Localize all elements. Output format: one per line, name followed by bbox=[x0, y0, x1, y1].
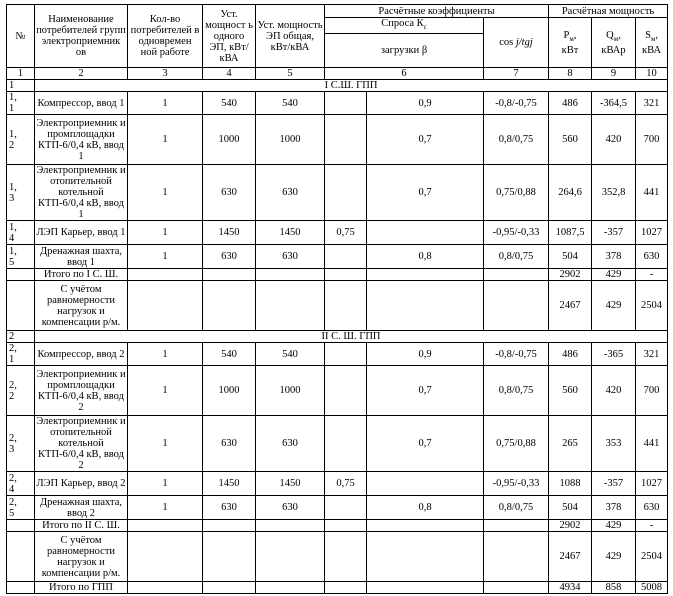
beta-cell: 0,8 bbox=[367, 245, 484, 269]
header-unit-power: Уст. мощност ь одного ЭП, кВт/кВА bbox=[203, 5, 256, 68]
consumer-name: Электроприемник и промплощадки КТП-6/0,4 кВ, ввод 1 bbox=[35, 115, 128, 165]
consumer-name: ЛЭП Карьер, ввод 1 bbox=[35, 221, 128, 245]
empty-cell bbox=[203, 582, 256, 594]
empty-cell bbox=[7, 532, 35, 582]
empty-cell bbox=[256, 281, 325, 331]
q-cell: 420 bbox=[592, 366, 636, 416]
count-cell: 1 bbox=[128, 92, 203, 115]
consumer-name: ЛЭП Карьер, ввод 2 bbox=[35, 472, 128, 496]
empty-cell bbox=[325, 582, 367, 594]
cos-cell: -0,8/-0,75 bbox=[484, 92, 549, 115]
section-title: I С.Ш. ГПП bbox=[35, 80, 668, 92]
header-row-top bbox=[7, 5, 668, 18]
header-cos: cos j/tgj bbox=[484, 18, 549, 68]
empty-cell bbox=[128, 281, 203, 331]
empty-cell bbox=[325, 281, 367, 331]
cos-cell: 0,75/0,88 bbox=[484, 416, 549, 472]
total-power-cell: 630 bbox=[256, 416, 325, 472]
empty-cell bbox=[256, 520, 325, 532]
empty-cell bbox=[325, 520, 367, 532]
empty-cell bbox=[325, 532, 367, 582]
cos-cell: 0,8/0,75 bbox=[484, 496, 549, 520]
consumer-name: Электроприемник и отопительной котельной КТП-6/0,4 кВ, ввод 2 bbox=[36, 416, 126, 472]
empty-cell bbox=[325, 269, 367, 281]
p-cell: 486 bbox=[549, 92, 592, 115]
grand-total-label: Итого по ГПП bbox=[35, 582, 128, 594]
kc-cell: 0,75 bbox=[325, 221, 367, 245]
empty-cell bbox=[128, 269, 203, 281]
p-cell: 486 bbox=[549, 343, 592, 366]
total-power-cell: 1450 bbox=[256, 472, 325, 496]
empty-cell bbox=[256, 532, 325, 582]
empty-cell bbox=[128, 520, 203, 532]
section-row bbox=[7, 80, 668, 92]
section-number: 1 bbox=[7, 80, 35, 92]
table-row bbox=[7, 366, 668, 416]
index-cell: 6 bbox=[325, 68, 484, 80]
count-cell: 1 bbox=[128, 343, 203, 366]
unit-power-cell: 630 bbox=[203, 245, 256, 269]
empty-cell bbox=[203, 532, 256, 582]
beta-cell: 0,7 bbox=[367, 115, 484, 165]
cos-cell: 0,8/0,75 bbox=[484, 245, 549, 269]
row-number: 1, 3 bbox=[7, 165, 35, 221]
total-power-cell: 630 bbox=[256, 496, 325, 520]
beta-cell: 0,7 bbox=[367, 366, 484, 416]
index-cell: 1 bbox=[7, 68, 35, 80]
s-cell: 321 bbox=[636, 92, 668, 115]
header-q: $Q_м$, кВАр bbox=[592, 18, 636, 68]
index-cell: 4 bbox=[203, 68, 256, 80]
q-cell: 378 bbox=[592, 496, 636, 520]
p-cell: 560 bbox=[549, 115, 592, 165]
p-cell: 2467 bbox=[549, 532, 592, 582]
index-cell: 3 bbox=[128, 68, 203, 80]
header-coef-group: Расчётные коэффициенты bbox=[325, 5, 549, 18]
s-cell: 630 bbox=[636, 245, 668, 269]
s-cell: - bbox=[636, 269, 668, 281]
p-cell: 504 bbox=[549, 245, 592, 269]
empty-cell bbox=[203, 281, 256, 331]
row-number: 2, 1 bbox=[7, 343, 35, 366]
table-row bbox=[7, 245, 668, 269]
p-cell: 560 bbox=[549, 366, 592, 416]
kc-cell bbox=[325, 366, 367, 416]
s-cell: 5008 bbox=[636, 582, 668, 594]
unit-power-cell: 540 bbox=[203, 92, 256, 115]
empty-cell bbox=[7, 281, 35, 331]
header-name: Наименование потребителей групп электроприемник ов bbox=[35, 5, 128, 68]
compensation-label: С учётом равномерности нагрузок и компенсации р/м. bbox=[35, 281, 128, 331]
q-cell: 378 bbox=[592, 245, 636, 269]
q-cell: 429 bbox=[592, 269, 636, 281]
p-cell: 1088 bbox=[549, 472, 592, 496]
count-cell: 1 bbox=[128, 472, 203, 496]
s-cell: 700 bbox=[636, 366, 668, 416]
header-calc-group: Расчётная мощность bbox=[549, 5, 668, 18]
unit-power-cell: 1000 bbox=[203, 115, 256, 165]
count-cell: 1 bbox=[128, 245, 203, 269]
q-cell: -357 bbox=[592, 472, 636, 496]
empty-cell bbox=[367, 582, 484, 594]
beta-cell: 0,7 bbox=[367, 165, 484, 221]
consumer-name: Электроприемник и отопительной котельной КТП-6/0,4 кВ, ввод 1 bbox=[36, 165, 126, 221]
unit-power-cell: 630 bbox=[203, 496, 256, 520]
empty-cell bbox=[484, 532, 549, 582]
subtotal-label: Итого по II С. Ш. bbox=[35, 520, 128, 532]
total-power-cell: 540 bbox=[256, 92, 325, 115]
cos-cell: -0,95/-0,33 bbox=[484, 472, 549, 496]
unit-power-cell: 1450 bbox=[203, 472, 256, 496]
header-no: № bbox=[7, 5, 35, 68]
unit-power-cell: 1000 bbox=[203, 366, 256, 416]
index-cell: 5 bbox=[256, 68, 325, 80]
empty-cell bbox=[484, 520, 549, 532]
beta-cell: 0,9 bbox=[367, 343, 484, 366]
row-number: 2, 4 bbox=[7, 472, 35, 496]
cos-cell: 0,75/0,88 bbox=[484, 165, 549, 221]
cos-cell: 0,8/0,75 bbox=[484, 115, 549, 165]
q-cell: -357 bbox=[592, 221, 636, 245]
table-row bbox=[7, 165, 668, 221]
kc-cell: 0,75 bbox=[325, 472, 367, 496]
empty-cell bbox=[484, 582, 549, 594]
row-number: 1, 1 bbox=[7, 92, 35, 115]
s-cell: 1027 bbox=[636, 472, 668, 496]
load-calculation-table bbox=[6, 4, 668, 594]
q-cell: 858 bbox=[592, 582, 636, 594]
count-cell: 1 bbox=[128, 165, 203, 221]
cos-cell: 0,8/0,75 bbox=[484, 366, 549, 416]
row-number: 2, 5 bbox=[7, 496, 35, 520]
beta-cell: 0,8 bbox=[367, 496, 484, 520]
row-number: 1, 2 bbox=[7, 115, 35, 165]
index-cell: 10 bbox=[636, 68, 668, 80]
header-load: загрузки β bbox=[325, 34, 484, 68]
s-cell: 1027 bbox=[636, 221, 668, 245]
s-cell: 2504 bbox=[636, 281, 668, 331]
count-cell: 1 bbox=[128, 221, 203, 245]
total-power-cell: 630 bbox=[256, 165, 325, 221]
q-cell: -364,5 bbox=[592, 92, 636, 115]
total-power-cell: 1000 bbox=[256, 366, 325, 416]
table-row bbox=[7, 496, 668, 520]
empty-cell bbox=[367, 520, 484, 532]
s-cell: 441 bbox=[636, 165, 668, 221]
kc-cell bbox=[325, 115, 367, 165]
total-power-cell: 540 bbox=[256, 343, 325, 366]
empty-cell bbox=[484, 281, 549, 331]
header-demand: Спроса $К_с$ bbox=[325, 18, 484, 34]
table-row bbox=[7, 115, 668, 165]
count-cell: 1 bbox=[128, 416, 203, 472]
table-row bbox=[7, 221, 668, 245]
p-cell: 4934 bbox=[549, 582, 592, 594]
kc-cell bbox=[325, 343, 367, 366]
index-cell: 8 bbox=[549, 68, 592, 80]
p-cell: 265 bbox=[549, 416, 592, 472]
s-cell: 441 bbox=[636, 416, 668, 472]
header-p: $Р_м$, кВт bbox=[549, 18, 592, 68]
p-cell: 2467 bbox=[549, 281, 592, 331]
s-cell: 700 bbox=[636, 115, 668, 165]
empty-cell bbox=[367, 532, 484, 582]
cos-cell: -0,95/-0,33 bbox=[484, 221, 549, 245]
beta-cell: 0,9 bbox=[367, 92, 484, 115]
consumer-name: Дренажная шахта, ввод 2 bbox=[35, 496, 128, 520]
kc-cell bbox=[325, 165, 367, 221]
unit-power-cell: 1450 bbox=[203, 221, 256, 245]
empty-cell bbox=[203, 520, 256, 532]
table-row bbox=[7, 92, 668, 115]
kc-cell bbox=[325, 92, 367, 115]
consumer-name: Дренажная шахта, ввод 1 bbox=[35, 245, 128, 269]
index-row bbox=[7, 68, 668, 80]
count-cell: 1 bbox=[128, 496, 203, 520]
section-title: II С. Ш. ГПП bbox=[35, 331, 668, 343]
cos-cell: -0,8/-0,75 bbox=[484, 343, 549, 366]
total-power-cell: 630 bbox=[256, 245, 325, 269]
section-number: 2 bbox=[7, 331, 35, 343]
row-number: 1, 4 bbox=[7, 221, 35, 245]
index-cell: 7 bbox=[484, 68, 549, 80]
row-number: 2, 2 bbox=[7, 366, 35, 416]
row-number: 2, 3 bbox=[7, 416, 35, 472]
empty-cell bbox=[367, 269, 484, 281]
table-row bbox=[7, 343, 668, 366]
p-cell: 2902 bbox=[549, 520, 592, 532]
unit-power-cell: 630 bbox=[203, 165, 256, 221]
q-cell: 353 bbox=[592, 416, 636, 472]
consumer-name: Компрессор, ввод 2 bbox=[35, 343, 128, 366]
empty-cell bbox=[203, 269, 256, 281]
consumer-name: Компрессор, ввод 1 bbox=[35, 92, 128, 115]
row-number: 1, 5 bbox=[7, 245, 35, 269]
count-cell: 1 bbox=[128, 366, 203, 416]
q-cell: 352,8 bbox=[592, 165, 636, 221]
table-row bbox=[7, 416, 668, 472]
p-cell: 264,6 bbox=[549, 165, 592, 221]
kc-cell bbox=[325, 496, 367, 520]
empty-cell bbox=[256, 582, 325, 594]
q-cell: 429 bbox=[592, 281, 636, 331]
subtotal-label: Итого по I С. Ш. bbox=[35, 269, 128, 281]
p-cell: 504 bbox=[549, 496, 592, 520]
compensation-row bbox=[7, 532, 668, 582]
header-total-power: Уст. мощность ЭП общая, кВт/кВА bbox=[256, 5, 325, 68]
count-cell: 1 bbox=[128, 115, 203, 165]
s-cell: 630 bbox=[636, 496, 668, 520]
q-cell: -365 bbox=[592, 343, 636, 366]
empty-cell bbox=[367, 281, 484, 331]
beta-cell bbox=[367, 221, 484, 245]
empty-cell bbox=[256, 269, 325, 281]
total-power-cell: 1450 bbox=[256, 221, 325, 245]
subtotal-row bbox=[7, 269, 668, 281]
index-cell: 9 bbox=[592, 68, 636, 80]
compensation-label: С учётом равномерности нагрузок и компенсации р/м. bbox=[35, 532, 128, 582]
beta-cell: 0,7 bbox=[367, 416, 484, 472]
s-cell: - bbox=[636, 520, 668, 532]
table-row bbox=[7, 472, 668, 496]
kc-cell bbox=[325, 245, 367, 269]
beta-cell bbox=[367, 472, 484, 496]
q-cell: 429 bbox=[592, 532, 636, 582]
section-row bbox=[7, 331, 668, 343]
empty-cell bbox=[7, 582, 35, 594]
grand-total-row bbox=[7, 582, 668, 594]
header-s: $S_м$, кВА bbox=[636, 18, 668, 68]
q-cell: 429 bbox=[592, 520, 636, 532]
p-cell: 2902 bbox=[549, 269, 592, 281]
q-cell: 420 bbox=[592, 115, 636, 165]
subtotal-row bbox=[7, 520, 668, 532]
empty-cell bbox=[7, 520, 35, 532]
empty-cell bbox=[7, 269, 35, 281]
empty-cell bbox=[484, 269, 549, 281]
kc-cell bbox=[325, 416, 367, 472]
total-power-cell: 1000 bbox=[256, 115, 325, 165]
s-cell: 2504 bbox=[636, 532, 668, 582]
empty-cell bbox=[128, 532, 203, 582]
s-cell: 321 bbox=[636, 343, 668, 366]
unit-power-cell: 630 bbox=[203, 416, 256, 472]
consumer-name: Электроприемник и промплощадки КТП-6/0,4 кВ, ввод 2 bbox=[35, 366, 128, 416]
index-cell: 2 bbox=[35, 68, 128, 80]
header-count: Кол-во потребителей в одновремен ной работе bbox=[128, 5, 203, 68]
p-cell: 1087,5 bbox=[549, 221, 592, 245]
unit-power-cell: 540 bbox=[203, 343, 256, 366]
compensation-row bbox=[7, 281, 668, 331]
empty-cell bbox=[128, 582, 203, 594]
